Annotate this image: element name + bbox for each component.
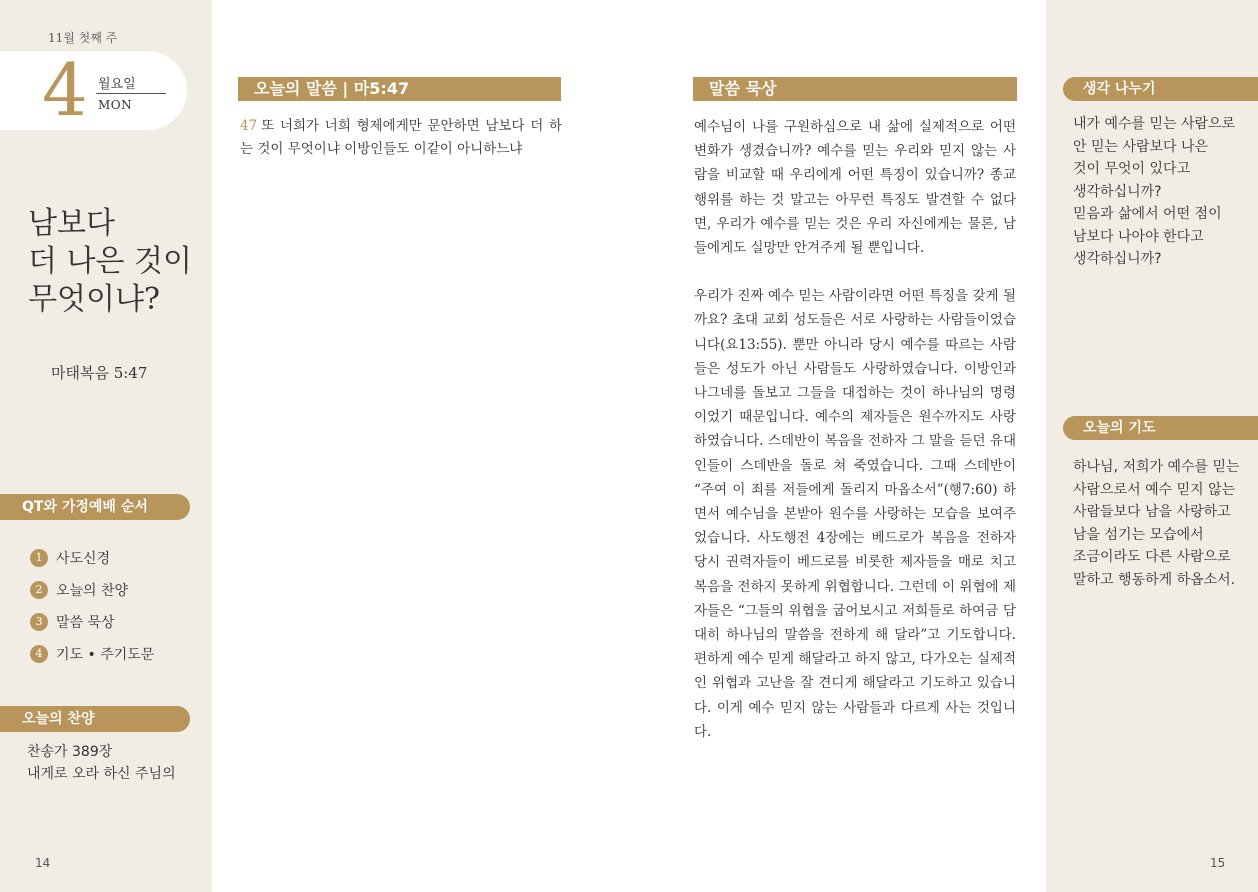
order-item	[30, 606, 154, 638]
order-item-label: 사도신경	[56, 551, 111, 567]
verse-text: 또 너희가 너희 형제에게만 문안하면 남보다 더 하는 것이 무엇이냐 이방인들도 이같이 아니하느냐	[240, 118, 562, 157]
order-list	[30, 542, 154, 670]
date-box	[0, 48, 187, 132]
share-line: 남보다 나아야 한다고	[1073, 228, 1204, 245]
order-heading-label: QT와 가정예배 순서	[22, 499, 148, 515]
share-line: 믿음과 삶에서 어떤 점이	[1073, 206, 1222, 222]
order-item	[30, 542, 154, 574]
day-number: 4	[42, 48, 88, 132]
hymn-info	[27, 741, 176, 785]
prayer-line: 말하고 행동하게 하옵소서.	[1073, 571, 1236, 588]
step-number-badge: 2	[30, 581, 48, 599]
share-questions	[1073, 113, 1243, 271]
order-item-label: 말씀 묵상	[56, 615, 115, 631]
prayer-line: 하나님, 저희가 예수를 믿는	[1073, 459, 1240, 475]
prayer-line: 남을 섬기는 모습에서	[1073, 526, 1204, 543]
prayer-line: 사람들보다 남을 사랑하고	[1073, 504, 1231, 520]
week-label: 11월 첫째 주	[48, 31, 118, 45]
share-heading	[1063, 77, 1258, 101]
meditation-heading	[693, 77, 1017, 101]
prayer-line: 조금이라도 다른 사람으로	[1073, 549, 1231, 565]
hymn-heading	[0, 706, 190, 732]
order-item	[30, 574, 154, 606]
title-line: 무엇이냐?	[28, 282, 161, 317]
page-number-right: 15	[1210, 856, 1226, 870]
scripture-reference: 마태복음 5:47	[51, 364, 148, 382]
hymn-heading-label: 오늘의 찬양	[22, 711, 95, 727]
step-number-badge: 3	[30, 613, 48, 631]
title-line: 남보다	[28, 206, 115, 241]
prayer-line: 사람으로서 예수 믿지 않는	[1073, 481, 1236, 498]
meditation-paragraph: 예수님이 나를 구원하심으로 내 삶에 실제적으로 어떤 변화가 생겼습니까? 예수를 믿는 우리와 믿지 않는 사람을 비교할 때 우리에게 어떤 특징이 있습니까? 종교행위를 하는 것 말고는 아무런 특징도 발견할 수 없다면, 우리가 예수를 믿는 것은 우리 자신에게는 물론, 남들에게도 실망만 안겨주게 될 뿐입니다.	[694, 119, 1016, 257]
prayer-heading	[1063, 416, 1258, 440]
hymn-line: 내게로 오라 하신 주님의	[27, 766, 176, 782]
weekday-korean: 월요일	[98, 77, 136, 92]
page-number-left: 14	[35, 856, 51, 870]
share-line: 생각하십니까?	[1073, 251, 1162, 267]
title-line: 더 나은 것이	[28, 244, 192, 279]
verse-number: 47	[240, 118, 258, 134]
share-line: 생각하십니까?	[1073, 183, 1162, 200]
weekday-divider	[96, 93, 166, 94]
step-number-badge: 1	[30, 549, 48, 567]
order-item	[30, 638, 154, 670]
share-heading-label: 생각 나누기	[1083, 81, 1156, 97]
meditation-body	[694, 115, 1016, 768]
order-item-label: 오늘의 찬양	[56, 583, 129, 599]
verse-text-block	[240, 115, 562, 161]
word-heading	[238, 77, 561, 101]
order-item-label: 기도 • 주기도문	[56, 647, 155, 663]
meditation-heading-label: 말씀 묵상	[709, 79, 777, 98]
meditation-paragraph: 우리가 진짜 예수 믿는 사람이라면 어떤 특징을 갖게 될까요? 초대 교회 성도들은 서로 사랑하는 사람들이었습니다(요13:55). 뿐만 아니라 당시 예수를 따르는 사람들은 성도가 아닌 사람들도 사랑하였습니다. 이방인과 나그네를 돌보고 그들을 대접하는 것이 하나님의 명령이었기 때문입니다. 예수의 제자들은 원수까지도 사랑하였습니다. 스데반이 복음을 전하자 그 말을 듣던 유대인들이 스데반을 돌로 쳐 죽였습니다. 그때 스데반이 “주여 이 죄를 저들에게 돌리지 마옵소서”(행7:60) 하면서 예수님을 본받아 원수를 사랑하는 모습을 보여주었습니다. 사도행전 4장에는 베드로가 복음을 전하자 당시 권력자들이 베드로를 비롯한 제자들을 매로 치고 복음을 전하지 못하게 위협합니다. 그런데 이 위협에 제자들은 “그들의 위협을 굽어보시고 저희들로 하여금 담대히 하나님의 말씀을 전하게 해 달라”고 기도합니다. 편하게 예수 믿게 해달라고 하지 않고, 다가오는 실제적인 위협과 고난을 잘 견디게 해달라고 기도하고 있습니다. 이게 예수 믿지 않는 사람들과 다르게 사는 것입니다.	[694, 288, 1016, 740]
word-heading-label: 오늘의 말씀 | 마5:47	[254, 79, 410, 98]
share-line: 것이 무엇이 있다고	[1073, 161, 1191, 177]
share-line: 안 믿는 사람보다 나은	[1073, 138, 1209, 155]
prayer-text	[1073, 456, 1243, 591]
page-title	[28, 205, 192, 319]
step-number-badge: 4	[30, 645, 48, 663]
share-line: 내가 예수를 믿는 사람으로	[1073, 116, 1236, 132]
order-heading	[0, 494, 190, 520]
weekday-english: MON	[98, 98, 133, 112]
prayer-heading-label: 오늘의 기도	[1083, 420, 1156, 436]
hymn-line: 찬송가 389장	[27, 744, 113, 760]
